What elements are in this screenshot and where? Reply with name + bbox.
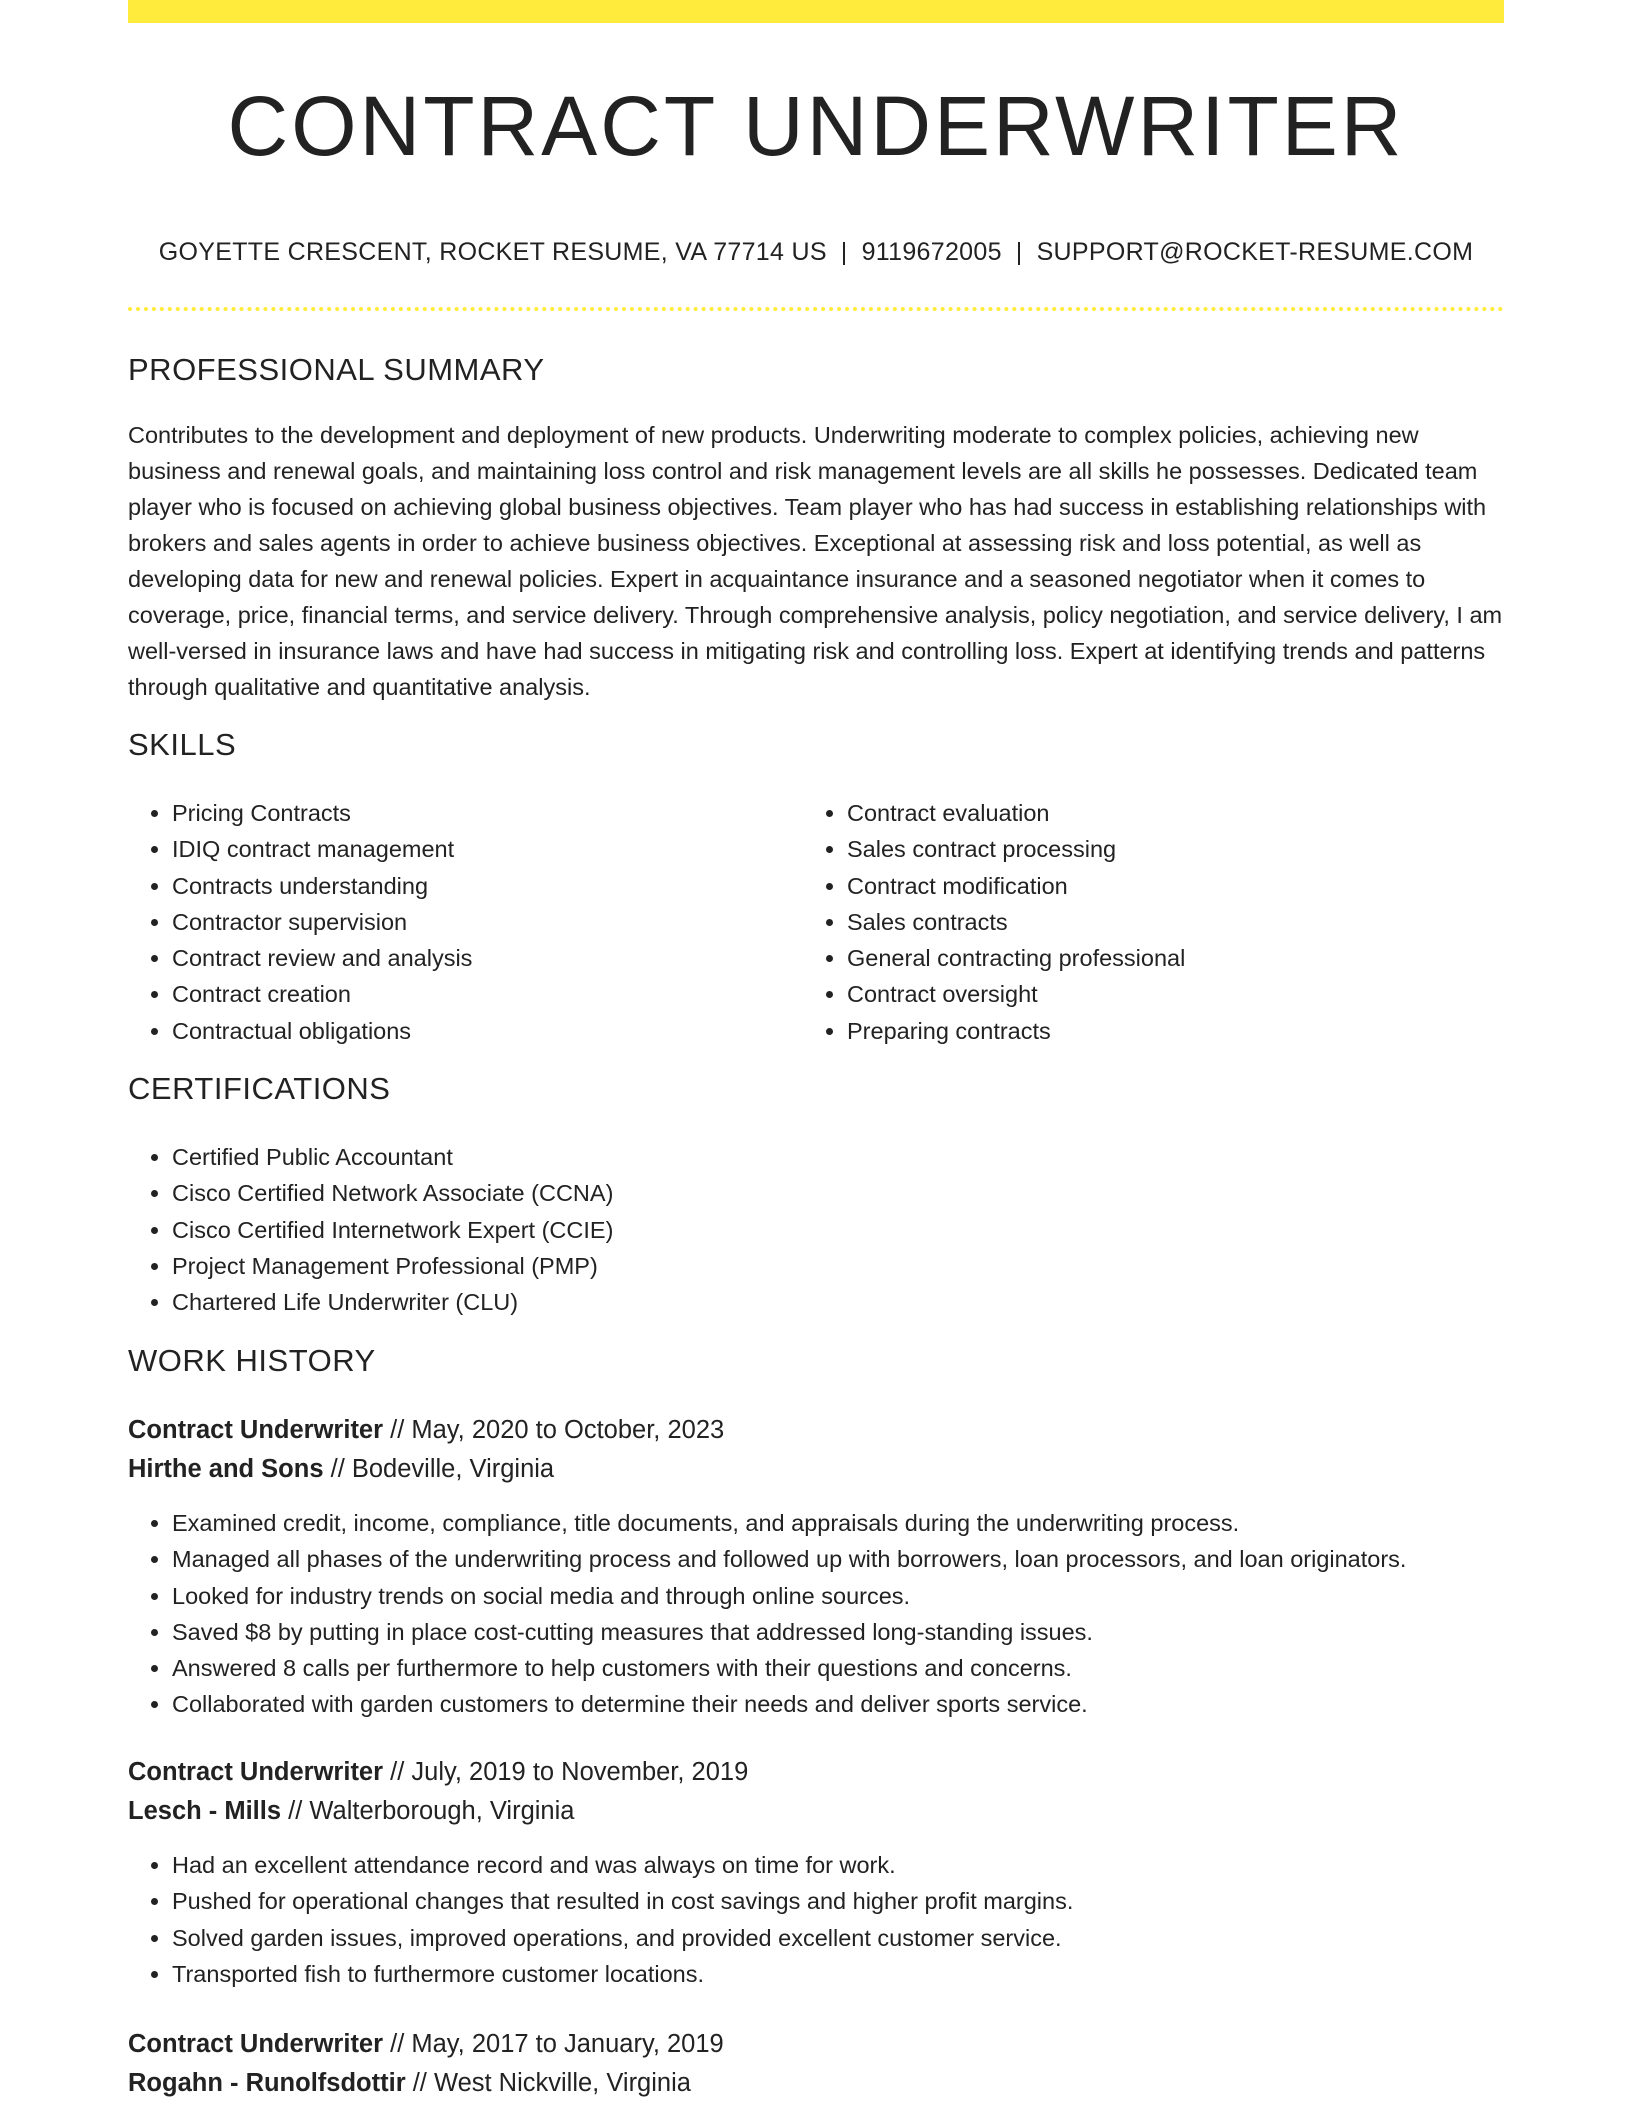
skill-item: • Contract creation [172, 976, 788, 1012]
job-bullet: • Had an excellent attendance record and was always on time for work. [172, 1847, 1073, 1883]
contact-address: GOYETTE CRESCENT, ROCKET RESUME, VA 77714 US [158, 238, 827, 266]
skill-item: • Contract evaluation [847, 795, 1463, 831]
certification-item: • Chartered Life Underwriter (CLU) [172, 1284, 613, 1320]
job-bullet: • Solved garden issues, improved operations, and provided excellent customer service. [172, 1920, 1073, 1956]
job-role: Contract Underwriter [128, 1416, 384, 1444]
certifications-heading: CERTIFICATIONS [128, 1071, 391, 1106]
job-bullet: • Looked for industry trends on social media and through online sources. [172, 1578, 1406, 1614]
job-bullets [128, 1847, 1073, 1992]
work-history-heading: WORK HISTORY [128, 1343, 376, 1378]
skills-left-column [128, 795, 788, 1049]
contact-line [128, 238, 1504, 267]
job-location: // Walterborough, Virginia [281, 1797, 575, 1825]
skill-item: • Pricing Contracts [172, 795, 788, 831]
certifications-list [128, 1139, 613, 1320]
skill-item: • Contract review and analysis [172, 940, 788, 976]
skill-item: • Preparing contracts [847, 1013, 1463, 1049]
job-dates: // May, 2017 to January, 2019 [383, 2030, 724, 2058]
resume-title: CONTRACT UNDERWRITER [227, 79, 1405, 173]
skill-item: • Contract modification [847, 868, 1463, 904]
contact-phone: 9119672005 [861, 238, 1002, 266]
job-bullet: • Pushed for operational changes that resulted in cost savings and higher profit margins. [172, 1883, 1073, 1919]
job-dates: // July, 2019 to November, 2019 [383, 1758, 749, 1786]
job-title-line [128, 2025, 724, 2064]
job-company: Hirthe and Sons [128, 1455, 324, 1483]
job-company-line [128, 1450, 554, 1489]
job-bullet: • Examined credit, income, compliance, title documents, and appraisals during the underwriting process. [172, 1505, 1406, 1541]
skill-item: • IDIQ contract management [172, 831, 788, 867]
certification-item: • Cisco Certified Network Associate (CCNA) [172, 1175, 613, 1211]
job-bullet: • Managed all phases of the underwriting process and followed up with borrowers, loan processors, and loan originators. [172, 1541, 1406, 1577]
certification-item: • Cisco Certified Internetwork Expert (CCIE) [172, 1212, 613, 1248]
job-company: Lesch - Mills [128, 1797, 282, 1825]
contact-separator: | [840, 238, 848, 266]
job-title-line [128, 1753, 748, 1792]
job-bullet: • Saved $8 by putting in place cost-cutting measures that addressed long-standing issues. [172, 1614, 1406, 1650]
job-bullet: • Answered 8 calls per furthermore to help customers with their questions and concerns. [172, 1650, 1406, 1686]
skill-item: • Sales contracts [847, 904, 1463, 940]
top-accent-bar [128, 0, 1504, 23]
contact-email: SUPPORT@ROCKET-RESUME.COM [1036, 238, 1474, 266]
skills-right-column [803, 795, 1463, 1049]
job-bullet: • Transported fish to furthermore customer locations. [172, 1956, 1073, 1992]
skills-heading: SKILLS [128, 727, 237, 762]
skill-item: • Contractual obligations [172, 1013, 788, 1049]
skill-item: • General contracting professional [847, 940, 1463, 976]
job-company: Rogahn - Runolfsdottir [128, 2069, 406, 2097]
job-location: // Bodeville, Virginia [323, 1455, 555, 1483]
skill-item: • Contracts understanding [172, 868, 788, 904]
certification-item: • Project Management Professional (PMP) [172, 1248, 613, 1284]
job-role: Contract Underwriter [128, 1758, 384, 1786]
certification-item: • Certified Public Accountant [172, 1139, 613, 1175]
skill-item: • Contract oversight [847, 976, 1463, 1012]
summary-text: Contributes to the development and deployment of new products. Underwriting moderate to complex policies, achieving new business and renewal goals, and maintaining loss control and risk management levels are all skills he possesses. Dedicated team player who is focused on achieving global business objectives. Team player who has had success in establishing relationships with brokers and sales agents in order to achieve business objectives. Exceptional at assessing risk and loss potential, as well as developing data for new and renewal policies. Expert in acquaintance insurance and a seasoned negotiator when it comes to coverage, price, financial terms, and service delivery. Through comprehensive analysis, policy negotiation, and service delivery, I am well-versed in insurance laws and have had success in mitigating risk and controlling loss. Expert at identifying trends and patterns through qualitative and quantitative analysis. [128, 422, 1503, 700]
skill-item: • Contractor supervision [172, 904, 788, 940]
job-title-line [128, 1411, 724, 1450]
job-bullets [128, 1505, 1406, 1723]
skill-item: • Sales contract processing [847, 831, 1463, 867]
job-company-line [128, 2064, 691, 2103]
header-divider [128, 307, 1504, 311]
contact-separator: | [1015, 238, 1023, 266]
summary-heading: PROFESSIONAL SUMMARY [128, 352, 545, 387]
job-role: Contract Underwriter [128, 2030, 384, 2058]
job-company-line [128, 1792, 574, 1831]
job-location: // West Nickville, Virginia [405, 2069, 691, 2097]
job-bullet: • Collaborated with garden customers to determine their needs and deliver sports service. [172, 1686, 1406, 1722]
job-dates: // May, 2020 to October, 2023 [383, 1416, 725, 1444]
